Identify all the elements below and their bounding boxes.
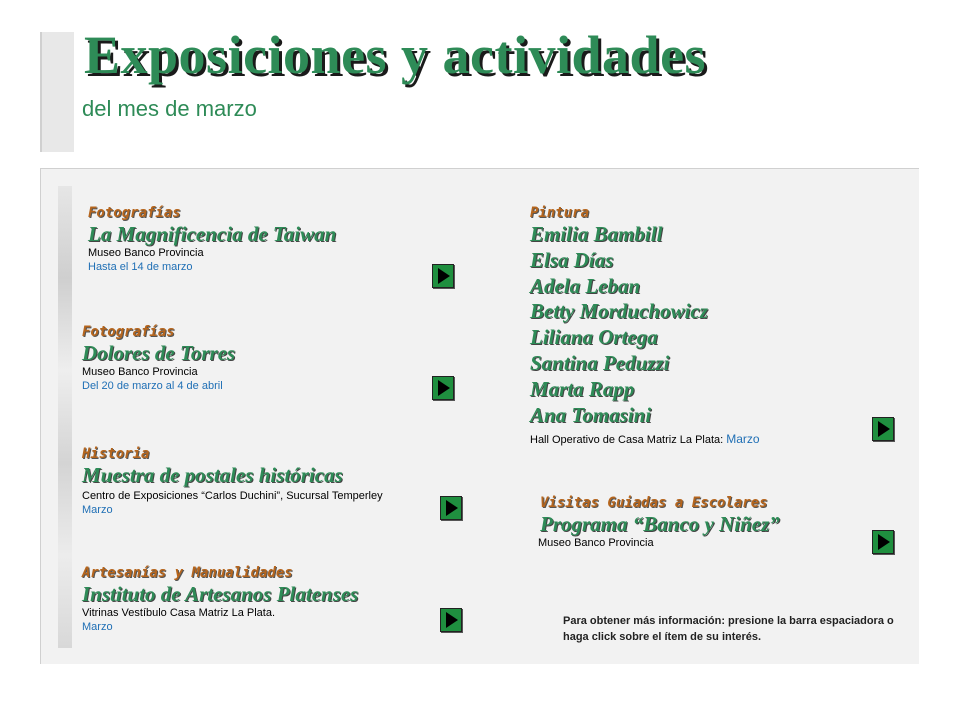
item-dates: Marzo <box>82 621 113 633</box>
activity-item[interactable] <box>82 445 412 517</box>
play-icon <box>441 609 461 631</box>
artist-name: Ana Tomasini <box>530 402 652 427</box>
item-dates: Hasta el 14 de marzo <box>88 261 193 273</box>
play-button[interactable] <box>432 376 454 400</box>
artist-name: Liliana Ortega <box>530 325 658 350</box>
artist-name: Elsa Días <box>530 247 614 272</box>
artist-name: Santina Peduzzi <box>530 350 670 375</box>
item-venue: Museo Banco Provincia <box>538 537 654 549</box>
activity-item[interactable] <box>82 323 235 393</box>
item-dates: Marzo <box>726 432 760 447</box>
item-venue: Hall Operativo de Casa Matriz La Plata: <box>530 434 724 447</box>
marble-strip <box>58 186 72 648</box>
item-category: Fotografías <box>82 324 175 340</box>
item-title: Muestra de postales históricas <box>82 463 343 487</box>
play-icon <box>441 497 461 519</box>
activity-item[interactable] <box>82 564 358 634</box>
item-venue: Museo Banco Provincia <box>88 247 204 259</box>
play-button[interactable] <box>872 530 894 554</box>
page-title: Exposiciones y actividades <box>84 25 707 85</box>
item-category: Historia <box>82 446 150 462</box>
play-icon <box>873 418 893 440</box>
item-venue-line <box>530 432 760 447</box>
play-button[interactable] <box>440 496 462 520</box>
play-icon <box>433 265 453 287</box>
item-venue: Museo Banco Provincia <box>82 366 198 378</box>
activity-item[interactable] <box>540 494 780 550</box>
item-title: Dolores de Torres <box>82 341 236 365</box>
page-subtitle: del mes de marzo <box>82 96 257 121</box>
item-title: Instituto de Artesanos Platenses <box>82 582 359 606</box>
item-category: Fotografías <box>88 205 181 221</box>
play-button[interactable] <box>432 264 454 288</box>
artist-name: Emilia Bambill <box>530 222 663 246</box>
item-title: Programa “Banco y Niñez” <box>540 512 780 536</box>
play-button[interactable] <box>440 608 462 632</box>
item-category: Pintura <box>530 205 590 221</box>
play-icon <box>433 377 453 399</box>
info-note: Para obtener más información: presione la barra espaciadora o haga click sobre el ítem de su interés. <box>563 615 894 643</box>
header-accent-bar <box>40 32 74 152</box>
item-dates: Del 20 de marzo al 4 de abril <box>82 380 223 392</box>
activity-item[interactable] <box>530 204 760 447</box>
play-icon <box>873 531 893 553</box>
item-category: Visitas Guiadas a Escolares <box>540 495 768 511</box>
item-venue: Vitrinas Vestíbulo Casa Matriz La Plata. <box>82 607 276 619</box>
item-dates: Marzo <box>82 504 113 516</box>
item-title: La Magnificencia de Taiwan <box>88 222 337 246</box>
item-category: Artesanías y Manualidades <box>82 565 293 581</box>
item-venue: Centro de Exposiciones “Carlos Duchini”, Sucursal Temperley <box>82 490 383 502</box>
artist-name: Adela Leban <box>530 273 641 298</box>
play-button[interactable] <box>872 417 894 441</box>
activity-item[interactable] <box>88 204 336 274</box>
artist-name: Betty Morduchowicz <box>530 299 708 324</box>
artist-name: Marta Rapp <box>530 376 635 401</box>
